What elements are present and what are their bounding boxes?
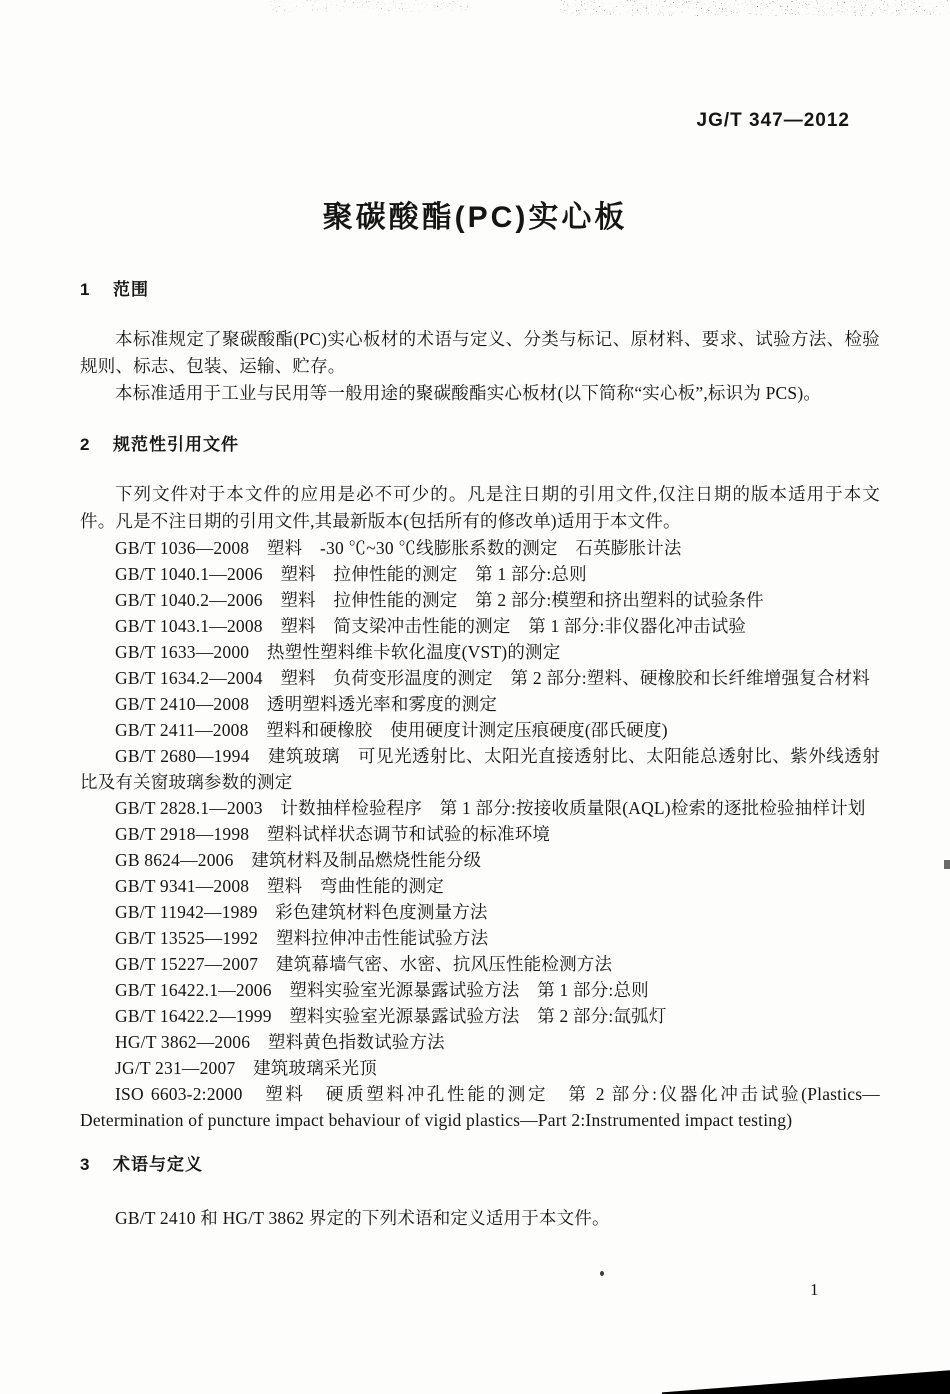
section-title: 规范性引用文件 [113, 435, 239, 454]
reference-item: GB/T 9341—2008 塑料 弯曲性能的测定 [115, 876, 444, 896]
reference-item: GB/T 15227—2007 建筑幕墙气密、水密、抗风压性能检测方法 [115, 954, 613, 974]
reference-item: GB/T 1040.2—2006 塑料 拉伸性能的测定 第 2 部分:模塑和挤出塑料的试验条件 [115, 590, 764, 610]
section-heading-scope [80, 280, 880, 300]
terms-paragraph: GB/T 2410 和 HG/T 3862 界定的下列术语和定义适用于本文件。 [115, 1208, 610, 1228]
reference-item: GB/T 2918—1998 塑料试样状态调节和试验的标准环境 [115, 824, 551, 844]
document-body [80, 280, 880, 1232]
reference-list [80, 535, 880, 1133]
scope-paragraph: 本标准规定了聚碳酸酯(PC)实心板材的术语与定义、分类与标记、原材料、要求、试验方法、检验规则、标志、包装、运输、贮存。 [80, 329, 880, 376]
reference-item: GB 8624—2006 建筑材料及制品燃烧性能分级 [115, 850, 482, 870]
reference-item: GB/T 1043.1—2008 塑料 简支梁冲击性能的测定 第 1 部分:非仪器化冲击试验 [115, 616, 747, 636]
section-title: 范围 [113, 280, 149, 299]
reference-item: GB/T 11942—1989 彩色建筑材料色度测量方法 [115, 902, 488, 922]
document-title: 聚碳酸酯(PC)实心板 [322, 201, 628, 234]
reference-item: ISO 6603-2:2000 塑料 硬质塑料冲孔性能的测定 第 2 部分:仪器化冲击试验(Plastics—Determination of puncture impact behaviour of vigid plastics—Part 2:Instrumented impact testing) [80, 1084, 880, 1130]
reference-item: GB/T 16422.2—1999 塑料实验室光源暴露试验方法 第 2 部分:氙弧灯 [115, 1006, 667, 1026]
section-number: 1 [80, 280, 91, 299]
reference-item: GB/T 1633—2000 热塑性塑料维卡软化温度(VST)的测定 [115, 642, 561, 662]
scope-paragraph: 本标准适用于工业与民用等一般用途的聚碳酸酯实心板材(以下简称“实心板”,标识为 PCS)。 [115, 383, 822, 403]
section-number: 2 [80, 435, 91, 454]
reference-item: GB/T 2410—2008 透明塑料透光率和雾度的测定 [115, 694, 498, 714]
standard-code: JG/T 347—2012 [696, 110, 850, 131]
reference-item: GB/T 13525—1992 塑料拉伸冲击性能试验方法 [115, 928, 489, 948]
section-title: 术语与定义 [113, 1155, 203, 1174]
reference-item: GB/T 2828.1—2003 计数抽样检验程序 第 1 部分:按接收质量限(AQL)检索的逐批检验抽样计划 [115, 798, 866, 818]
reference-item: GB/T 16422.1—2006 塑料实验室光源暴露试验方法 第 1 部分:总则 [115, 980, 649, 1000]
reference-item: JG/T 231—2007 建筑玻璃采光顶 [115, 1058, 378, 1078]
section-heading-terms [80, 1155, 880, 1175]
reference-item: GB/T 1634.2—2004 塑料 负荷变形温度的测定 第 2 部分:塑料、硬橡胶和长纤维增强复合材料 [115, 668, 871, 688]
reference-item: GB/T 2680—1994 建筑玻璃 可见光透射比、太阳光直接透射比、太阳能总透射比、紫外线透射比及有关窗玻璃参数的测定 [80, 746, 880, 792]
reference-item: HG/T 3862—2006 塑料黄色指数试验方法 [115, 1032, 445, 1052]
scan-noise-artifact [270, 0, 950, 92]
scan-dash-artifact [944, 860, 950, 869]
scan-dot-artifact [600, 1271, 604, 1276]
reference-item: GB/T 1040.1—2006 塑料 拉伸性能的测定 第 1 部分:总则 [115, 564, 587, 584]
references-intro: 下列文件对于本文件的应用是必不可少的。凡是注日期的引用文件,仅注日期的版本适用于本文件。凡是不注日期的引用文件,其最新版本(包括所有的修改单)适用于本文件。 [80, 484, 880, 531]
section-number: 3 [80, 1155, 91, 1174]
reference-item: GB/T 2411—2008 塑料和硬橡胶 使用硬度计测定压痕硬度(邵氏硬度) [115, 720, 668, 740]
reference-item: GB/T 1036—2008 塑料 -30 ℃~30 ℃线膨胀系数的测定 石英膨胀计法 [115, 538, 682, 558]
section-heading-references [80, 435, 880, 455]
page-number: 1 [810, 1280, 819, 1299]
scan-edge-artifact [662, 1366, 950, 1394]
